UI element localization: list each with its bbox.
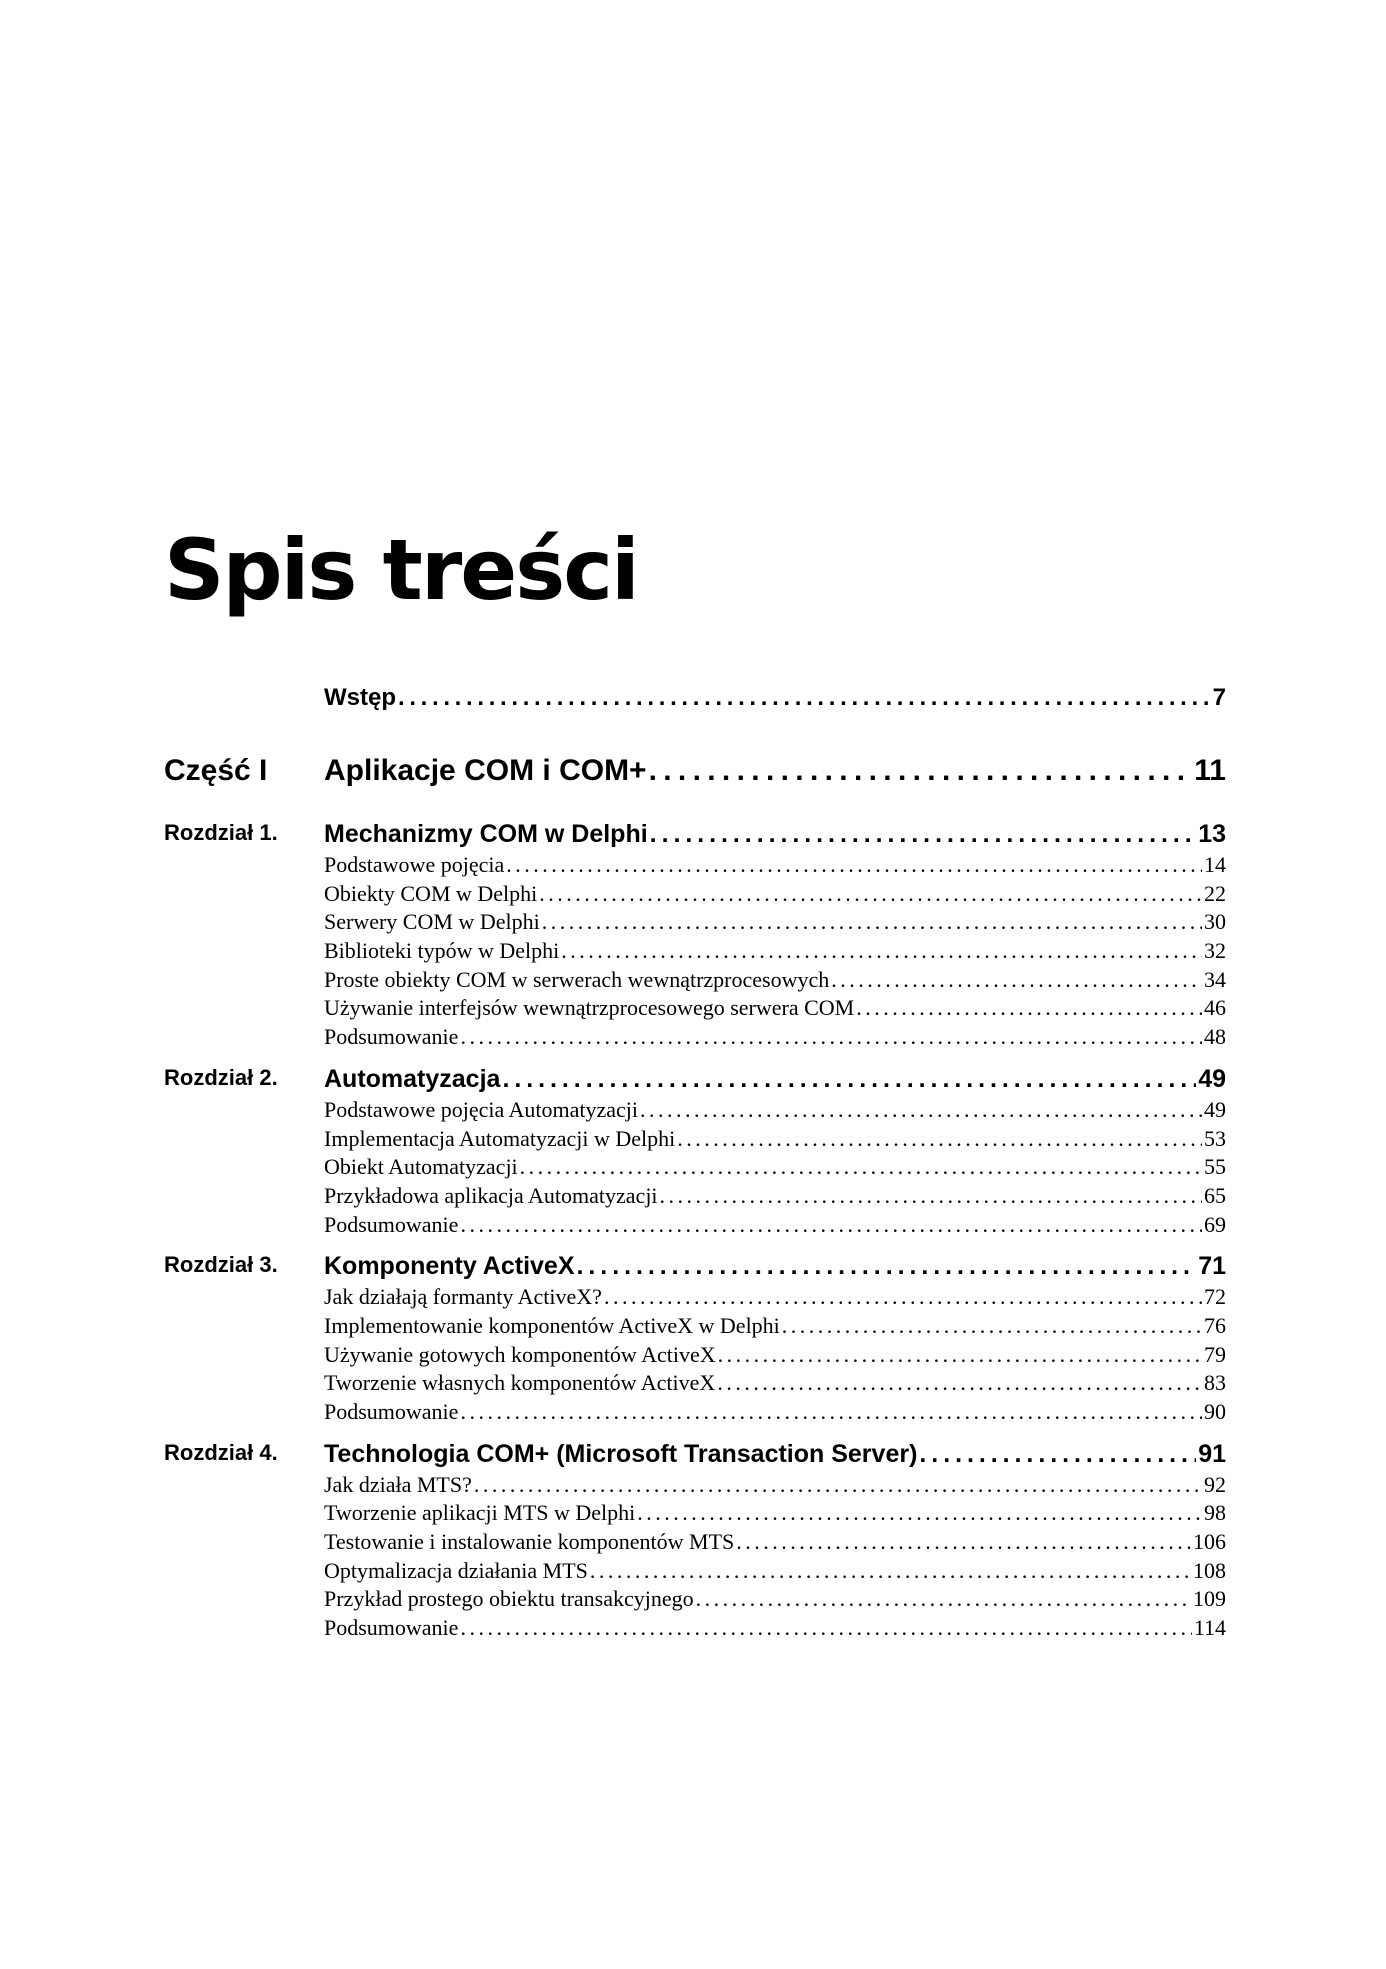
toc-section-entry[interactable] [164, 1586, 1226, 1615]
section-title: Testowanie i instalowanie komponentów MTS [324, 1529, 735, 1555]
chapter-title: Technologia COM+ (Microsoft Transaction Server) [324, 1439, 918, 1468]
dot-leader [398, 684, 1211, 712]
dot-leader [782, 1313, 1202, 1339]
toc-section-entry[interactable] [164, 1370, 1226, 1399]
chapter-label: Rozdział 3. [164, 1252, 278, 1278]
section-page-number: 55 [1204, 1154, 1226, 1180]
chapter-title: Komponenty ActiveX [324, 1252, 575, 1281]
entry-page-number: 7 [1212, 684, 1226, 711]
section-title: Jak działają formanty ActiveX? [324, 1284, 602, 1310]
section-page-number: 46 [1204, 995, 1226, 1021]
dot-leader [649, 754, 1193, 788]
toc-section-entry[interactable] [164, 967, 1226, 996]
section-title: Podsumowanie [324, 1211, 459, 1237]
dot-leader [604, 1284, 1202, 1310]
dot-leader [577, 1252, 1197, 1281]
section-title: Serwery COM w Delphi [324, 909, 540, 935]
dot-leader [460, 1615, 1191, 1641]
chapter-page-number: 13 [1198, 820, 1226, 848]
section-page-number: 90 [1204, 1399, 1226, 1424]
chapter-title: Mechanizmy COM w Delphi [324, 820, 648, 848]
table-of-contents [164, 684, 1226, 1656]
entry-title: Wstęp [324, 684, 396, 711]
toc-section-entry[interactable] [164, 909, 1226, 938]
dot-leader [736, 1529, 1191, 1555]
toc-chapter-heading[interactable] [164, 1440, 1226, 1472]
toc-section-entry[interactable] [164, 938, 1226, 967]
dot-leader [460, 1024, 1202, 1050]
section-title: Implementacja Automatyzacji w Delphi [324, 1125, 676, 1151]
dot-leader [502, 1065, 1196, 1094]
section-title: Tworzenie własnych komponentów ActiveX [324, 1370, 716, 1396]
section-page-number: 53 [1204, 1125, 1226, 1151]
section-page-number: 114 [1193, 1615, 1226, 1641]
chapter-label: Rozdział 4. [164, 1439, 278, 1465]
section-title: Podstawowe pojęcia Automatyzacji [324, 1096, 639, 1122]
toc-section-entry[interactable] [164, 881, 1226, 910]
section-title: Podsumowanie [324, 1399, 459, 1424]
toc-section-entry[interactable] [164, 1529, 1226, 1558]
section-page-number: 98 [1204, 1500, 1226, 1526]
part-page-number: 11 [1194, 754, 1226, 787]
section-title: Obiekty COM w Delphi [324, 880, 538, 906]
toc-section-entry[interactable] [164, 852, 1226, 881]
chapter-group [164, 820, 1226, 1053]
section-title: Podstawowe pojęcia [324, 852, 505, 877]
section-title: Implementowanie komponentów ActiveX w Delphi [324, 1312, 780, 1338]
chapter-label: Rozdział 1. [164, 820, 278, 845]
dot-leader [561, 938, 1202, 964]
dot-leader [718, 1342, 1202, 1368]
chapter-label: Rozdział 2. [164, 1064, 278, 1090]
toc-chapter-heading[interactable] [164, 1065, 1226, 1097]
section-page-number: 79 [1204, 1341, 1226, 1367]
section-title: Tworzenie aplikacji MTS w Delphi [324, 1500, 636, 1526]
toc-section-entry[interactable] [164, 1154, 1226, 1183]
toc-section-entry[interactable] [164, 1472, 1226, 1501]
section-page-number: 14 [1204, 852, 1226, 877]
section-page-number: 109 [1193, 1586, 1226, 1612]
section-page-number: 22 [1204, 880, 1226, 906]
chapter-list [164, 820, 1226, 1644]
section-title: Przykład prostego obiektu transakcyjnego [324, 1586, 694, 1612]
toc-section-entry[interactable] [164, 1342, 1226, 1371]
section-page-number: 83 [1204, 1370, 1226, 1396]
toc-chapter-heading[interactable] [164, 1252, 1226, 1284]
dot-leader [640, 1097, 1202, 1123]
section-title: Optymalizacja działania MTS [324, 1557, 588, 1583]
section-page-number: 34 [1204, 966, 1226, 992]
section-title: Używanie gotowych komponentów ActiveX [324, 1341, 716, 1367]
dot-leader [460, 1212, 1202, 1238]
section-title: Proste obiekty COM w serwerach wewnątrzprocesowych [324, 966, 830, 992]
section-page-number: 92 [1204, 1471, 1226, 1497]
dot-leader [677, 1126, 1202, 1152]
toc-chapter-heading[interactable] [164, 820, 1226, 852]
chapter-page-number: 71 [1198, 1252, 1226, 1281]
part-label: Część I [164, 754, 268, 787]
section-title: Biblioteki typów w Delphi [324, 938, 560, 964]
chapter-group [164, 1440, 1226, 1644]
section-title: Przykładowa aplikacja Automatyzacji [324, 1182, 658, 1208]
chapter-group [164, 1065, 1226, 1240]
section-page-number: 72 [1204, 1284, 1226, 1310]
chapter-page-number: 91 [1198, 1439, 1226, 1468]
section-page-number: 108 [1193, 1557, 1226, 1583]
page-title: Spis treści [164, 521, 638, 619]
dot-leader [717, 1370, 1202, 1396]
dot-leader [520, 1154, 1202, 1180]
dot-leader [831, 967, 1202, 993]
dot-leader [460, 1399, 1202, 1425]
section-page-number: 76 [1204, 1312, 1226, 1338]
toc-section-entry[interactable] [164, 995, 1226, 1024]
section-page-number: 106 [1193, 1529, 1226, 1555]
part-title: Aplikacje COM i COM+ [324, 754, 647, 787]
dot-leader [650, 820, 1197, 849]
dot-leader [637, 1500, 1202, 1526]
section-title: Jak działa MTS? [324, 1471, 472, 1497]
chapter-group [164, 1252, 1226, 1427]
toc-section-entry[interactable] [164, 1558, 1226, 1587]
dot-leader [474, 1472, 1202, 1498]
toc-section-entry[interactable] [164, 1399, 1226, 1428]
toc-entry-intro[interactable] [164, 684, 1226, 720]
section-title: Podsumowanie [324, 1024, 459, 1050]
toc-section-entry[interactable] [164, 1126, 1226, 1155]
toc-section-entry[interactable] [164, 1313, 1226, 1342]
toc-section-entry[interactable] [164, 1212, 1226, 1241]
dot-leader [590, 1558, 1191, 1584]
dot-leader [542, 909, 1202, 935]
dot-leader [660, 1183, 1202, 1209]
dot-leader [919, 1440, 1196, 1469]
toc-section-entry[interactable] [164, 1097, 1226, 1126]
section-page-number: 48 [1204, 1024, 1226, 1050]
toc-section-entry[interactable] [164, 1024, 1226, 1053]
chapter-title: Automatyzacja [324, 1064, 501, 1093]
toc-section-entry[interactable] [164, 1183, 1226, 1212]
chapter-page-number: 49 [1198, 1064, 1226, 1093]
section-page-number: 65 [1204, 1182, 1226, 1208]
toc-section-entry[interactable] [164, 1500, 1226, 1529]
dot-leader [539, 881, 1202, 907]
section-page-number: 49 [1204, 1096, 1226, 1122]
section-title: Obiekt Automatyzacji [324, 1154, 518, 1180]
section-page-number: 69 [1204, 1211, 1226, 1237]
toc-part-heading[interactable] [164, 754, 1226, 798]
toc-section-entry[interactable] [164, 1615, 1226, 1644]
section-title: Podsumowanie [324, 1615, 459, 1641]
section-page-number: 30 [1204, 909, 1226, 935]
section-title: Używanie interfejsów wewnątrzprocesowego serwera COM [324, 995, 855, 1021]
dot-leader [696, 1586, 1191, 1612]
section-page-number: 32 [1204, 938, 1226, 964]
dot-leader [506, 852, 1202, 878]
dot-leader [856, 995, 1202, 1021]
toc-section-entry[interactable] [164, 1284, 1226, 1313]
